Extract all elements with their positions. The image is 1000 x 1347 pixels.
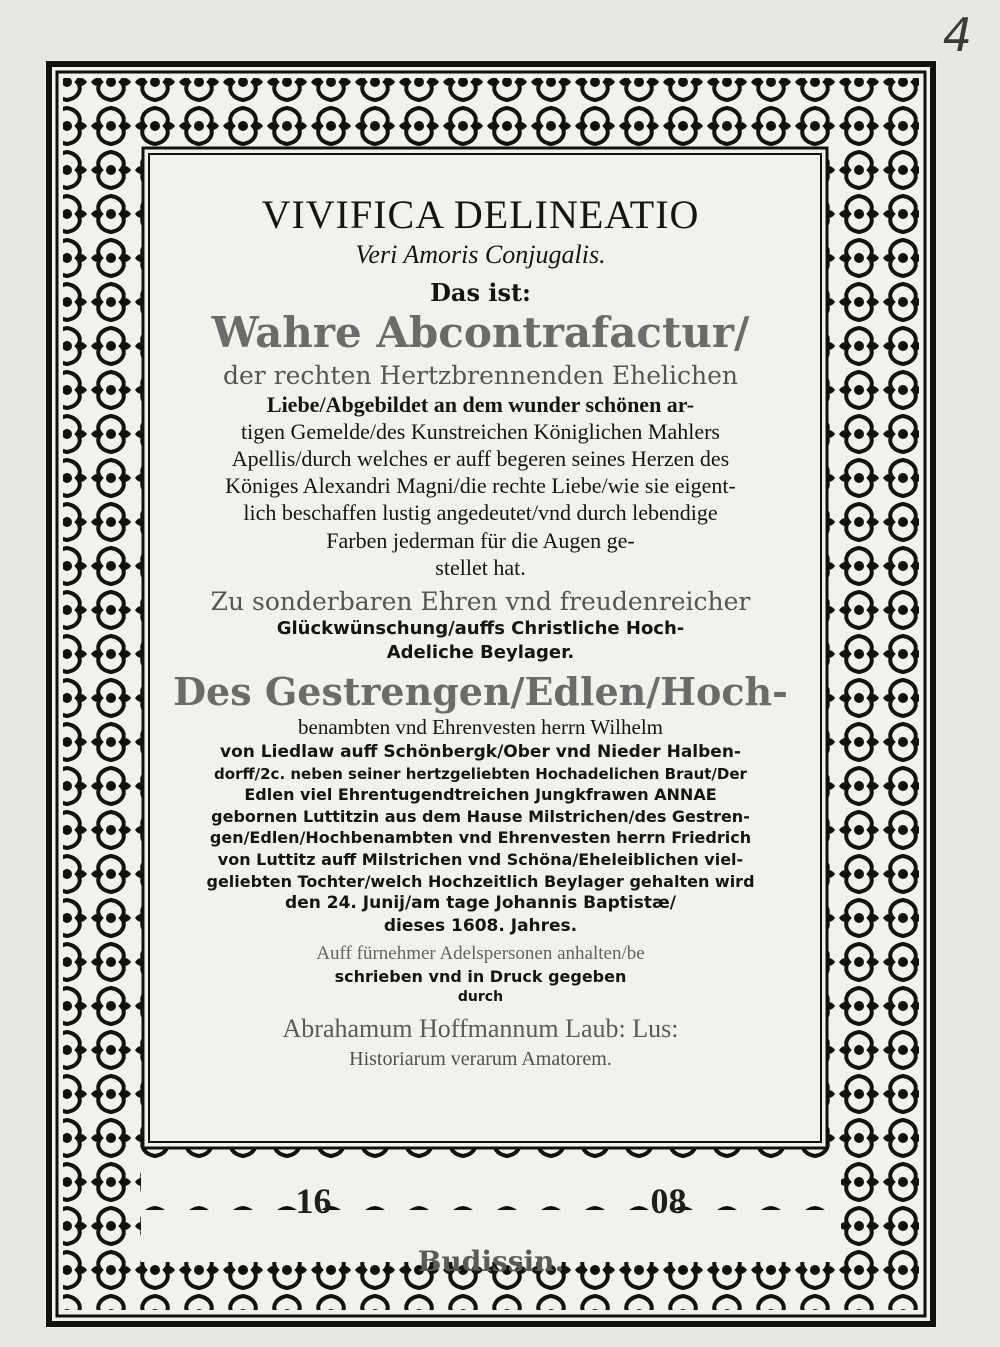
main-title: VIVIFICA DELINEATIO bbox=[261, 192, 700, 237]
year-row bbox=[45, 1180, 937, 1222]
place-of-printing: Budissin. bbox=[417, 1245, 565, 1278]
dedication-line: Adeliche Beylager. bbox=[386, 642, 575, 664]
honoree-line: geliebten Tochter/welch Hochzeitlich Beylager gehalten wird bbox=[206, 871, 755, 891]
author-epithet: Historiarum verarum Amatorem. bbox=[349, 1047, 612, 1070]
body-line: Apellis/durch welches er auff begeren seines Herzen des bbox=[231, 446, 730, 472]
body-line: stellet hat. bbox=[435, 554, 526, 580]
author-intro: schrieben vnd in Druck gegeben bbox=[334, 967, 627, 987]
body-line: Liebe/Abgebildet an dem wunder schönen ar- bbox=[266, 391, 695, 417]
year-left: 16 bbox=[295, 1181, 332, 1221]
honoree-line: den 24. Junij/am tage Johannis Baptistæ/ bbox=[285, 893, 676, 914]
body-line: lich beschaffen lustig angedeutet/vnd durch lebendige bbox=[243, 500, 718, 526]
page-number: 4 bbox=[942, 8, 972, 62]
honoree-line: von Luttitz auff Milstrichen vnd Schöna/Eheleiblichen viel- bbox=[217, 849, 744, 869]
german-subheading: der rechten Hertzbrennenden Ehelichen bbox=[222, 361, 739, 391]
honoree-line: benambten vnd Ehrenvesten herrn Wilhelm bbox=[298, 714, 663, 739]
latin-subtitle: Veri Amoris Conjugalis. bbox=[355, 240, 606, 269]
author-intro: durch bbox=[457, 988, 504, 1005]
year-right: 08 bbox=[650, 1181, 687, 1221]
honoree-line: dorff/2c. neben seiner hertzgeliebten Hochadelichen Braut/Der bbox=[214, 764, 747, 783]
author-name: Abrahamum Hoffmannum Laub: Lus: bbox=[282, 1014, 679, 1044]
body-line: Königes Alexandri Magni/die rechte Liebe/wie sie eigent- bbox=[225, 473, 736, 499]
honoree-line: gebornen Luttitzin aus dem Hause Milstrichen/des Gestren- bbox=[211, 806, 750, 826]
honoree-line: dieses 1608. Jahres. bbox=[383, 915, 578, 936]
honoree-line: von Liedlaw auff Schönbergk/Ober vnd Nieder Halben- bbox=[220, 741, 741, 762]
body-line: Farben jederman für die Augen ge- bbox=[326, 527, 635, 553]
body-line: tigen Gemelde/des Kunstreichen Königlichen Mahlers bbox=[241, 418, 720, 444]
german-heading: Wahre Abcontrafactur/ bbox=[211, 307, 750, 357]
honoree-line: Edlen viel Ehrentugendtreichen Jungkfrawen ANNAE bbox=[244, 785, 717, 805]
honoree-heading: Des Gestrengen/Edlen/Hoch- bbox=[173, 669, 788, 715]
das-ist: Das ist: bbox=[430, 277, 531, 307]
dedication-line: Zu sonderbaren Ehren vnd freudenreicher bbox=[210, 586, 751, 616]
author-intro: Auff fürnehmer Adelspersonen anhalten/be bbox=[316, 942, 645, 964]
dedication-line: Glückwünschung/auffs Christliche Hoch- bbox=[276, 618, 685, 640]
title-page-text bbox=[158, 155, 803, 1070]
honoree-line: gen/Edlen/Hochbenambten vnd Ehrenvesten herrn Friedrich bbox=[209, 828, 752, 848]
